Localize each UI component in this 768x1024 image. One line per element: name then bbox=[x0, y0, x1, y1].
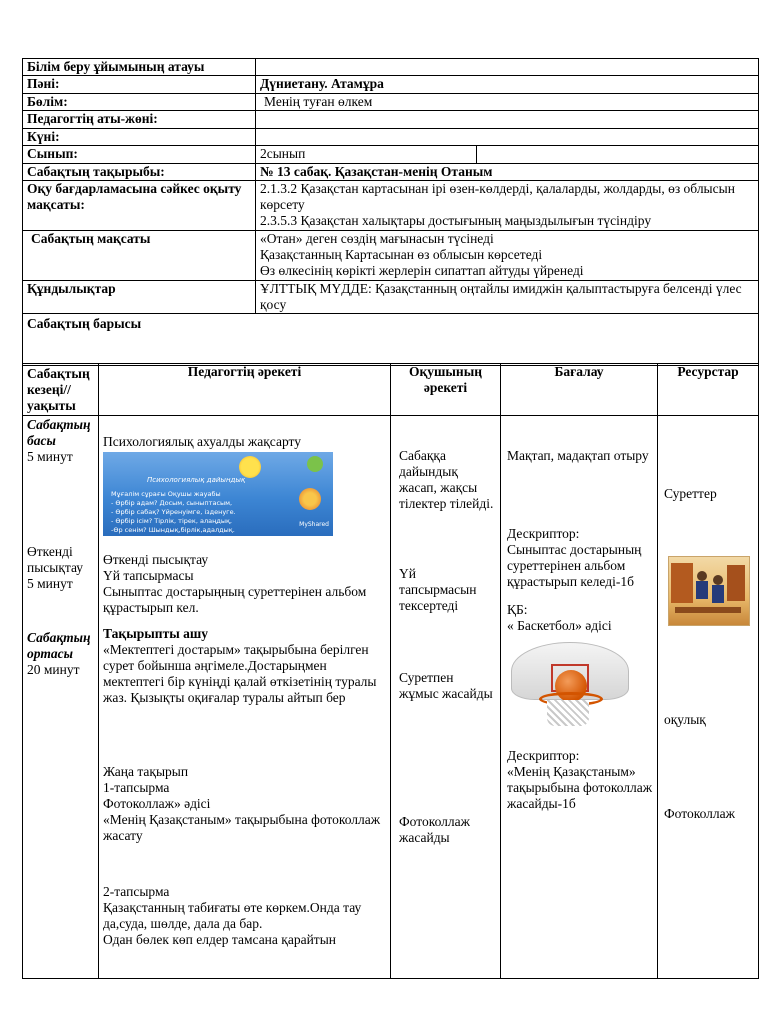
topic-heading: Тақырыпты ашу bbox=[103, 626, 209, 641]
date-label: Күні: bbox=[23, 129, 256, 146]
kb-method: « Баскетбол» әдісі bbox=[507, 618, 612, 633]
task2-label: 2-тапсырма bbox=[103, 884, 170, 899]
task1-label: 1-тапсырма bbox=[103, 780, 170, 795]
stage-middle-time: 20 минут bbox=[27, 662, 80, 677]
goal-item: «Отан» деген сөздің мағынасын түсінеді bbox=[260, 231, 494, 246]
values-value: ҰЛТТЫҚ МҮДДЕ: Қазақстанның оңтайлы имиджін қалыптастыруға белсенді үлес қосу bbox=[256, 281, 759, 314]
psych-image-logo: MyShared bbox=[299, 521, 329, 528]
psych-image-title: Психологиялық дайындық bbox=[147, 476, 246, 484]
objectives-cell bbox=[256, 181, 759, 231]
org-value bbox=[256, 59, 759, 76]
col-stage-header: Сабақтың кезеңі// уақыты bbox=[23, 364, 99, 416]
resource-pictures: Суреттер bbox=[664, 486, 717, 501]
basketball-image bbox=[511, 642, 627, 730]
new-topic-heading: Жаңа тақырып bbox=[103, 764, 189, 779]
subject-label: Пәні: bbox=[23, 76, 256, 94]
teacher-activity-cell bbox=[99, 416, 391, 979]
descriptor-2: «Менің Қазақстаным» тақырыбына фотоколлаж жасайды-1б bbox=[507, 764, 653, 811]
resources-cell bbox=[658, 416, 759, 979]
psych-heading: Психологиялық ахуалды жақсарту bbox=[103, 434, 302, 449]
student-activity-1: Сабаққа дайындық жасап, жақсы тілектер тілейді. bbox=[399, 448, 494, 511]
task1-text: «Менің Қазақстаным» тақырыбына фотоколлаж жасату bbox=[103, 812, 381, 843]
section-value: Менің туған өлкем bbox=[256, 94, 759, 111]
classroom-image bbox=[668, 556, 750, 626]
col-student-header: Оқушының әрекеті bbox=[391, 364, 501, 416]
psych-image-row: - Өрбір ісім? Тірлік, тірек, алаңдық, bbox=[111, 517, 232, 525]
goal-label: Сабақтың мақсаты bbox=[23, 231, 256, 281]
method1-label: Фотоколлаж» әдісі bbox=[103, 796, 211, 811]
class-label: Сынып: bbox=[23, 146, 256, 164]
kb-label: ҚБ: bbox=[507, 602, 528, 617]
stage-middle-title: Сабақтың ортасы bbox=[27, 630, 91, 661]
psychology-image bbox=[103, 452, 333, 536]
homework-text: Сыныптас достарыңның суреттерінен альбом құрастырып кел. bbox=[103, 584, 367, 615]
class-value: 2сынып bbox=[256, 146, 477, 164]
col-teacher-header: Педагогтің әрекеті bbox=[99, 364, 391, 416]
psych-image-row: - Өрбір адам? Досым, сыныптасым, bbox=[111, 499, 233, 507]
resource-photocollage: Фотоколлаж bbox=[664, 806, 735, 821]
stage-start-time: 5 минут bbox=[27, 449, 73, 464]
goal-item: Өз өлкесінің көрікті жерлерін сипаттап айтуды үйренеді bbox=[260, 263, 584, 278]
values-label: Құндылықтар bbox=[23, 281, 256, 314]
class-extra bbox=[477, 146, 759, 164]
task2-text: Қазақстанның табиғаты өте көркем.Онда тау да,суда, шөлде, дала да бар. bbox=[103, 900, 362, 931]
lesson-progress-table bbox=[22, 363, 759, 979]
frog-icon bbox=[307, 456, 323, 472]
objective-item: 2.1.3.2 Қазақстан картасынан ірі өзен-көлдерді, қалаларды, жолдарды, өз облысын көрсету bbox=[260, 181, 735, 212]
stage-cell bbox=[23, 416, 99, 979]
student-activity-cell bbox=[391, 416, 501, 979]
lesson-header-table bbox=[22, 58, 759, 366]
col-assessment-header: Бағалау bbox=[501, 364, 658, 416]
assessment-cell bbox=[501, 416, 658, 979]
task2-text-continued: Одан бөлек көп елдер тамсана қарайтын bbox=[103, 932, 336, 947]
homework-label: Үй тапсырмасы bbox=[103, 568, 194, 583]
lesson-progress-label: Сабақтың барысы bbox=[23, 314, 759, 366]
section-label: Бөлім: bbox=[23, 94, 256, 111]
topic-label: Сабақтың тақырыбы: bbox=[23, 164, 256, 181]
topic-value: № 13 сабақ. Қазақстан-менің Отаным bbox=[256, 164, 759, 181]
goal-item: Қазақстанның Картасынан өз облысын көрсетеді bbox=[260, 247, 543, 262]
date-value bbox=[256, 129, 759, 146]
org-label: Білім беру ұйымының атауы bbox=[23, 59, 256, 76]
stage-review-title: Өткенді пысықтау bbox=[27, 544, 84, 575]
objectives-label: Оқу бағдарламасына сәйкес оқыту мақсаты: bbox=[23, 181, 256, 231]
flower-icon bbox=[299, 488, 321, 510]
subject-value: Дүниетану. Атамұра bbox=[256, 76, 759, 94]
col-resources-header: Ресурстар bbox=[658, 364, 759, 416]
teacher-name-label: Педагогтің аты-жөні: bbox=[23, 111, 256, 129]
psych-image-row: Мұғалім сұрағы Оқушы жауабы bbox=[111, 490, 221, 498]
topic-text: «Мектептегі достарым» тақырыбына берілген сурет бойынша әңгімеле.Достарыңмен мектептегі бір күніңді қалай өткізетінің туралы жаз. Қызықты оқиғалар туралы айтып бер bbox=[103, 642, 377, 705]
resource-textbook: оқулық bbox=[664, 712, 706, 727]
descriptor-label: Дескриптор: bbox=[507, 748, 580, 763]
net-icon bbox=[547, 700, 589, 726]
goals-cell bbox=[256, 231, 759, 281]
student-activity-2: Үй тапсырмасын тексертеді bbox=[399, 566, 477, 613]
review-heading: Өткенді пысықтау bbox=[103, 552, 209, 567]
descriptor-1: Сыныптас достарының суреттерінен альбом құрастырып келеді-1б bbox=[507, 542, 642, 589]
teacher-name-value bbox=[256, 111, 759, 129]
objective-item: 2.3.5.3 Қазақстан халықтары достығының маңыздылығын түсіндіру bbox=[260, 213, 652, 228]
stage-review-time: 5 минут bbox=[27, 576, 73, 591]
psych-image-row: -Өр сенім? Шындық,бірлік,адалдық. bbox=[111, 526, 235, 534]
student-activity-3: Суретпен жұмыс жасайды bbox=[399, 670, 493, 701]
descriptor-label: Дескриптор: bbox=[507, 526, 580, 541]
assessment-praise: Мақтап, мадақтап отыру bbox=[507, 448, 649, 463]
stage-start-title: Сабақтың басы bbox=[27, 417, 91, 448]
student-activity-4: Фотоколлаж жасайды bbox=[399, 814, 470, 845]
psych-image-row: - Өрбір сабақ? Үйренуімге, ізденуге. bbox=[111, 508, 236, 516]
